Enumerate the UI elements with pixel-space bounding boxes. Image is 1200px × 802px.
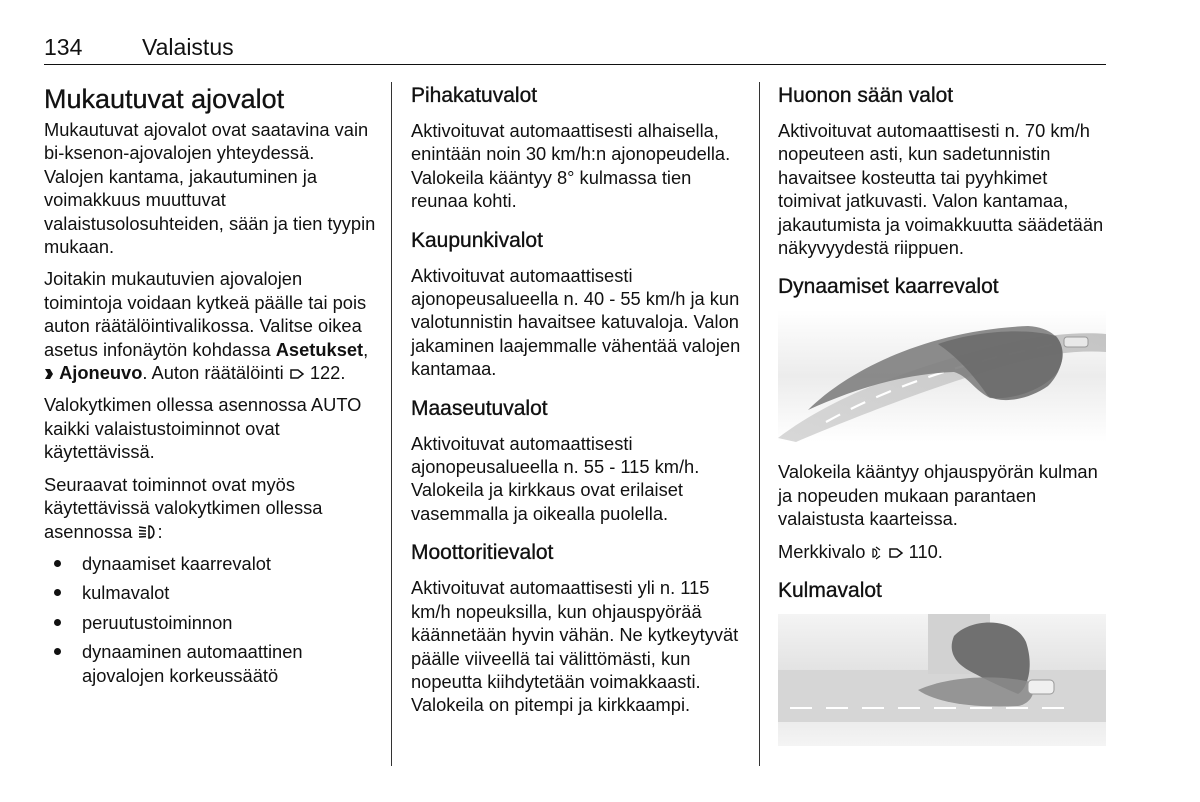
intro-paragraph: Mukautuvat ajovalot ovat saatavina vain bi-ksenon-ajovalojen yhteydessä. Valojen kantama, jakautuminen ja voimakkuus muuttuvat valaistusolosuhteiden, sään ja tien tyypin mukaan.: [44, 119, 376, 258]
page-reference-icon: [888, 546, 904, 560]
cornering-light-illustration: [778, 614, 1106, 746]
headlight-auto-icon: [138, 524, 158, 540]
section-heading: Kulmavalot: [778, 579, 882, 603]
page-header: [44, 34, 1106, 65]
column-middle: [411, 80, 745, 726]
settings-label: Asetukset: [275, 338, 364, 360]
auto-paragraph: Valokytkimen ollessa asennossa AUTO kaikki valaistustoiminnot ovat käytettävissä.: [44, 394, 362, 463]
section-text: Aktivoituvat automaattisesti n. 70 km/h nopeuteen asti, kun sadetunnistin havaitsee kosteutta tai pyyhkimet toimivat jatkuvasti. Valon kantamaa, jakautumista ja voimakkuutta säädetään näkyvyydestä riippuen.: [778, 120, 1104, 259]
list-item: dynaaminen automaattinen ajovalojen korkeussäätö: [44, 640, 378, 687]
column-divider: [759, 82, 760, 766]
vehicle-label: Ajoneuvo: [59, 362, 143, 384]
section-text: Aktivoituvat automaattisesti alhaisella, enintään noin 30 km/h:n ajonopeudella. Valokeila kääntyy 8° kulmassa tien reunaa kohti.: [411, 120, 731, 212]
column-divider: [391, 82, 392, 766]
section-heading: Dynaamiset kaarrevalot: [778, 275, 999, 299]
column-left: [44, 80, 378, 693]
indicator-reference: Merkkivalo 110.: [778, 540, 943, 562]
section-heading: Maaseutuvalot: [411, 396, 548, 420]
section-heading: Huonon sään valot: [778, 84, 954, 107]
settings-paragraph: Joitakin mukautuvien ajovalojen toimintoja voidaan kytkeä päälle tai pois auton räätälöintivalikossa. Valitse oikea asetus infonäytön kohdassa Asetukset, Ajoneuvo. Auton räätälöinti 122.: [44, 268, 369, 384]
main-heading: Mukautuvat ajovalot: [44, 84, 285, 114]
section-text: Aktivoituvat automaattisesti ajonopeusalueella n. 55 - 115 km/h. Valokeila ja kirkkaus ovat erilaiset vasemmalla ja oikealla puolella.: [411, 432, 700, 524]
auto-label: AUTO: [310, 394, 362, 416]
right-arrow-icon: [44, 367, 54, 381]
page-reference-icon: [289, 367, 305, 381]
section-heading: Kaupunkivalot: [411, 228, 543, 252]
page-ref: 122.: [309, 362, 346, 384]
switch-paragraph: Seuraavat toiminnot ovat myös käytettävissä valokytkimen ollessa asennossa :: [44, 473, 323, 542]
page-number: 134: [44, 34, 83, 60]
function-list: [44, 552, 378, 687]
page-ref: 110.: [908, 540, 943, 562]
section-heading: Moottoritievalot: [411, 541, 554, 565]
dynamic-curve-light-illustration: [778, 310, 1106, 442]
curve-light-indicator-icon: [870, 546, 882, 560]
column-right: [778, 80, 1112, 746]
list-item: kulmavalot: [44, 581, 378, 604]
section-text: Valokeila kääntyy ohjauspyörän kulman ja nopeuden mukaan parantaen valaistusta kaarteissa.: [778, 461, 1098, 530]
section-heading: Pihakatuvalot: [411, 84, 538, 107]
list-item: peruutustoiminnon: [44, 611, 378, 634]
section-title: Valaistus: [142, 34, 234, 60]
section-text: Aktivoituvat automaattisesti ajonopeusalueella n. 40 - 55 km/h ja kun valotunnistin havaitsee katuvaloja. Valon jakaminen laajemmalle vähentää valojen kantamaa.: [411, 264, 741, 380]
list-item: dynaamiset kaarrevalot: [44, 552, 378, 575]
section-text: Aktivoituvat automaattisesti yli n. 115 km/h nopeuksilla, kun ohjauspyörää käännetään hyvin vähän. Ne kytkeytyvät päälle viiveellä tai välittömästi, kun nopeutta kiihdytetään voimakkaasti. Valokeila on pitempi ja kirkkaampi.: [411, 577, 739, 716]
